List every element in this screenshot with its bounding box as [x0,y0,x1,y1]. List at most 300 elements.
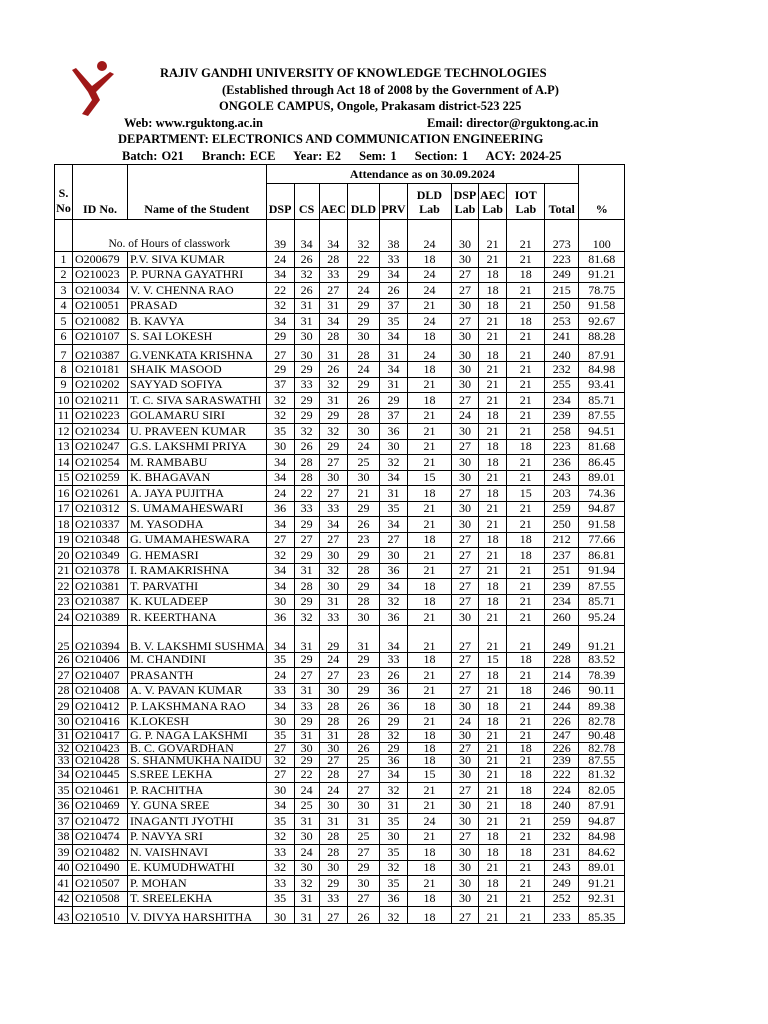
cell-iot-lab: 18 [507,742,545,755]
cell-name: N. VAISHNAVI [128,845,267,861]
cell-name: S.SREE LEKHA [128,767,267,783]
cell-id: O210259 [73,470,128,486]
table-row [55,798,625,814]
cell-dld: 29 [347,683,379,699]
cell-aec: 32 [319,563,347,579]
cell-id: O210482 [73,845,128,861]
cell-dld-lab: 18 [407,699,451,715]
table-row [55,742,625,755]
cell-cs: 29 [294,652,319,668]
cell-percent: 87.55 [579,408,625,424]
cell-dld: 26 [347,714,379,730]
cell-dsp: 32 [266,298,294,314]
cell-name: E. KUMUDHWATHI [128,860,267,876]
cell-aec: 28 [319,252,347,268]
cell-prv: 31 [379,377,407,393]
cell-total: 233 [545,907,579,924]
cell-aec-lab: 18 [478,283,506,299]
cell-dsp-lab: 27 [451,486,478,502]
cell-dld: 28 [347,408,379,424]
cell-percent: 81.32 [579,767,625,783]
cell-id: O210469 [73,798,128,814]
cell-cs: 22 [294,486,319,502]
cell-id: O210211 [73,393,128,409]
section: Section: 1 [414,149,469,163]
cell-prv: 35 [379,314,407,330]
cell-sno: 17 [55,501,73,517]
cell-name: K. BHAGAVAN [128,470,267,486]
cell-dsp-lab: 30 [451,362,478,378]
cell-aec-lab: 18 [478,876,506,892]
cell-dld-lab: 21 [407,517,451,533]
cell-dsp: 32 [266,755,294,768]
cell-prv: 36 [379,891,407,907]
cell-percent: 78.39 [579,668,625,684]
cell-aec: 32 [319,424,347,440]
cell-aec: 27 [319,755,347,768]
cell-sno: 7 [55,345,73,362]
cell-aec: 26 [319,362,347,378]
cell-prv: 37 [379,298,407,314]
cell-name: SAYYAD SOFIYA [128,377,267,393]
cell-sno: 37 [55,814,73,830]
cell-cs: 31 [294,730,319,743]
cell-dld: 27 [347,891,379,907]
cell-iot-lab: 18 [507,652,545,668]
cell-percent: 84.98 [579,829,625,845]
cell-dld-lab: 18 [407,730,451,743]
hours-total: 273 [545,220,579,252]
cell-dsp-lab: 30 [451,329,478,345]
cell-prv: 26 [379,283,407,299]
cell-total: 253 [545,314,579,330]
cell-id: O210407 [73,668,128,684]
table-row [55,377,625,393]
cell-name: G.VENKATA KRISHNA [128,345,267,362]
cell-sno: 23 [55,594,73,610]
cell-dld: 26 [347,699,379,715]
cell-dsp: 34 [266,470,294,486]
cell-dld-lab: 21 [407,424,451,440]
cell-aec: 29 [319,625,347,652]
cell-prv: 34 [379,579,407,595]
university-name: RAJIV GANDHI UNIVERSITY OF KNOWLEDGE TECHNOLOGIES [160,66,547,80]
cell-total: 258 [545,424,579,440]
cell-dld-lab: 18 [407,891,451,907]
cell-iot-lab: 21 [507,501,545,517]
cell-aec: 33 [319,891,347,907]
cell-dsp-lab: 30 [451,755,478,768]
cell-dsp: 34 [266,267,294,283]
cell-sno: 4 [55,298,73,314]
cell-dld: 31 [347,814,379,830]
cell-dsp-lab: 30 [451,814,478,830]
hours-cs: 34 [294,220,319,252]
cell-dld-lab: 21 [407,298,451,314]
cell-total: 246 [545,683,579,699]
cell-prv: 36 [379,699,407,715]
cell-total: 243 [545,470,579,486]
cell-sno: 36 [55,798,73,814]
cell-dld: 27 [347,783,379,799]
cell-cs: 25 [294,798,319,814]
cell-aec: 24 [319,783,347,799]
cell-id: O210348 [73,532,128,548]
cell-prv: 30 [379,829,407,845]
cell-dsp: 36 [266,610,294,626]
cell-sno: 11 [55,408,73,424]
cell-total: 243 [545,860,579,876]
col-dld: DLD [347,184,379,220]
cell-dsp: 33 [266,876,294,892]
cell-iot-lab: 18 [507,314,545,330]
cell-cs: 31 [294,907,319,924]
cell-prv: 30 [379,439,407,455]
cell-dsp-lab: 27 [451,829,478,845]
cell-percent: 91.58 [579,298,625,314]
branch: Branch: ECE [201,149,276,163]
cell-name: P. RACHITHA [128,783,267,799]
cell-name: U. PRAVEEN KUMAR [128,424,267,440]
attendance-table [54,164,625,924]
cell-dld-lab: 18 [407,742,451,755]
cell-id: O210051 [73,298,128,314]
cell-dld: 29 [347,652,379,668]
table-row [55,548,625,564]
cell-prv: 36 [379,563,407,579]
cell-aec: 28 [319,829,347,845]
cell-dsp-lab: 30 [451,860,478,876]
cell-prv: 34 [379,362,407,378]
cell-dld-lab: 18 [407,907,451,924]
hours-dld-lab: 24 [407,220,451,252]
cell-total: 231 [545,845,579,861]
website: Web: www.rguktong.ac.in [124,116,263,130]
cell-aec: 34 [319,314,347,330]
cell-dsp-lab: 30 [451,730,478,743]
cell-aec: 31 [319,594,347,610]
cell-sno: 10 [55,393,73,409]
cell-iot-lab: 15 [507,486,545,502]
cell-total: 234 [545,393,579,409]
cell-iot-lab: 21 [507,252,545,268]
cell-dld-lab: 21 [407,408,451,424]
cell-sno: 28 [55,683,73,699]
cell-dld: 29 [347,267,379,283]
cell-dld: 24 [347,439,379,455]
cell-dsp: 32 [266,548,294,564]
cell-name: S. SAI LOKESH [128,329,267,345]
cell-dsp: 35 [266,424,294,440]
cell-cs: 29 [294,408,319,424]
cell-total: 234 [545,594,579,610]
cell-total: 241 [545,329,579,345]
cell-name: B. C. GOVARDHAN [128,742,267,755]
cell-aec-lab: 21 [478,742,506,755]
table-row [55,652,625,668]
cell-id: O210254 [73,455,128,471]
cell-iot-lab: 21 [507,699,545,715]
cell-total: 236 [545,455,579,471]
cell-dsp: 35 [266,652,294,668]
cell-id: O210406 [73,652,128,668]
cell-id: O210381 [73,579,128,595]
cell-aec-lab: 18 [478,532,506,548]
cell-percent: 94.87 [579,501,625,517]
hours-dld: 32 [347,220,379,252]
cell-dsp-lab: 27 [451,439,478,455]
cell-cs: 29 [294,755,319,768]
table-row [55,345,625,362]
cell-iot-lab: 21 [507,283,545,299]
cell-total: 259 [545,814,579,830]
academic-year: ACY: 2024-25 [485,149,562,163]
cell-dsp: 33 [266,683,294,699]
cell-iot-lab: 21 [507,610,545,626]
batch: Batch: O21 [122,149,184,163]
cell-cs: 31 [294,683,319,699]
cell-prv: 34 [379,267,407,283]
year: Year: E2 [293,149,342,163]
attendance-title: Attendance as on 30.09.2024 [266,165,579,184]
cell-dsp: 34 [266,563,294,579]
cell-aec-lab: 21 [478,424,506,440]
cell-iot-lab: 21 [507,860,545,876]
cell-aec: 34 [319,517,347,533]
cell-iot-lab: 21 [507,377,545,393]
cell-dld-lab: 18 [407,755,451,768]
cell-id: O210312 [73,501,128,517]
cell-aec: 30 [319,470,347,486]
cell-aec-lab: 18 [478,699,506,715]
table-row [55,625,625,652]
cell-dsp: 27 [266,767,294,783]
cell-iot-lab: 21 [507,408,545,424]
cell-iot-lab: 21 [507,329,545,345]
cell-percent: 87.91 [579,345,625,362]
cell-dsp-lab: 27 [451,668,478,684]
cell-iot-lab: 18 [507,845,545,861]
table-row [55,814,625,830]
cell-total: 237 [545,548,579,564]
cell-prv: 32 [379,783,407,799]
cell-name: P. LAKSHMANA RAO [128,699,267,715]
cell-percent: 87.55 [579,579,625,595]
cell-dld: 25 [347,829,379,845]
cell-sno: 39 [55,845,73,861]
cell-cs: 31 [294,298,319,314]
cell-dsp-lab: 30 [451,345,478,362]
cell-dsp: 34 [266,455,294,471]
cell-aec: 28 [319,699,347,715]
cell-percent: 85.71 [579,393,625,409]
cell-dsp-lab: 27 [451,314,478,330]
cell-name: V. DIVYA HARSHITHA [128,907,267,924]
table-row [55,610,625,626]
cell-cs: 30 [294,860,319,876]
cell-dsp-lab: 30 [451,424,478,440]
cell-aec: 29 [319,439,347,455]
cell-sno: 6 [55,329,73,345]
cell-dld: 23 [347,532,379,548]
table-row [55,298,625,314]
cell-cs: 29 [294,393,319,409]
cell-dsp: 30 [266,783,294,799]
cell-aec-lab: 21 [478,548,506,564]
cell-sno: 9 [55,377,73,393]
table-row [55,767,625,783]
cell-aec: 31 [319,345,347,362]
cell-id: O210223 [73,408,128,424]
cell-percent: 92.67 [579,314,625,330]
cell-dsp-lab: 27 [451,625,478,652]
cell-sno: 8 [55,362,73,378]
cell-aec-lab: 18 [478,579,506,595]
cell-prv: 27 [379,532,407,548]
cell-percent: 87.55 [579,755,625,768]
cell-percent: 87.91 [579,798,625,814]
cell-id: O210082 [73,314,128,330]
cell-aec-lab: 21 [478,329,506,345]
cell-sno: 22 [55,579,73,595]
cell-aec-lab: 18 [478,345,506,362]
cell-aec-lab: 21 [478,470,506,486]
cell-dld: 30 [347,329,379,345]
table-row [55,563,625,579]
cell-dld-lab: 21 [407,610,451,626]
cell-total: 250 [545,517,579,533]
cell-cs: 28 [294,579,319,595]
table-row [55,455,625,471]
cell-dld-lab: 21 [407,625,451,652]
cell-sno: 30 [55,714,73,730]
cell-percent: 90.11 [579,683,625,699]
cell-dld-lab: 21 [407,377,451,393]
cell-prv: 30 [379,548,407,564]
cell-name: SHAIK MASOOD [128,362,267,378]
col-aec-lab: AEC Lab [478,184,506,220]
cell-id: O210490 [73,860,128,876]
cell-id: O210261 [73,486,128,502]
cell-name: S. UMAMAHESWARI [128,501,267,517]
table-row [55,486,625,502]
cell-aec: 31 [319,298,347,314]
cell-cs: 32 [294,424,319,440]
cell-name: B. KAVYA [128,314,267,330]
cell-iot-lab: 21 [507,470,545,486]
cell-total: 215 [545,283,579,299]
cell-cs: 33 [294,377,319,393]
cell-sno: 38 [55,829,73,845]
cell-dsp-lab: 30 [451,470,478,486]
cell-dsp-lab: 30 [451,891,478,907]
cell-dld-lab: 18 [407,579,451,595]
cell-dld: 21 [347,486,379,502]
cell-dld: 29 [347,377,379,393]
cell-dsp-lab: 27 [451,652,478,668]
cell-dsp-lab: 30 [451,455,478,471]
cell-iot-lab: 18 [507,439,545,455]
hours-prv: 38 [379,220,407,252]
cell-total: 252 [545,891,579,907]
table-row [55,594,625,610]
cell-prv: 35 [379,501,407,517]
cell-dld-lab: 18 [407,486,451,502]
cell-total: 223 [545,252,579,268]
cell-aec: 30 [319,742,347,755]
cell-dld-lab: 18 [407,594,451,610]
cell-percent: 91.58 [579,517,625,533]
cell-iot-lab: 21 [507,730,545,743]
cell-name: S. SHANMUKHA NAIDU [128,755,267,768]
cell-dsp: 33 [266,845,294,861]
cell-dld: 29 [347,548,379,564]
cell-cs: 27 [294,532,319,548]
cell-prv: 35 [379,814,407,830]
cell-dld: 29 [347,860,379,876]
cell-dsp-lab: 27 [451,283,478,299]
cell-name: P.V. SIVA KUMAR [128,252,267,268]
cell-dld-lab: 21 [407,501,451,517]
cell-prv: 35 [379,845,407,861]
cell-total: 239 [545,579,579,595]
cell-sno: 12 [55,424,73,440]
cell-sno: 33 [55,755,73,768]
cell-dsp-lab: 27 [451,393,478,409]
cell-dld-lab: 18 [407,845,451,861]
cell-prv: 36 [379,424,407,440]
table-row [55,891,625,907]
cell-percent: 74.36 [579,486,625,502]
cell-dsp: 27 [266,532,294,548]
table-row [55,517,625,533]
cell-aec: 29 [319,876,347,892]
cell-id: O210394 [73,625,128,652]
cell-dld: 28 [347,730,379,743]
cell-dsp-lab: 30 [451,501,478,517]
cell-id: O210107 [73,329,128,345]
cell-iot-lab: 21 [507,345,545,362]
cell-iot-lab: 21 [507,517,545,533]
cell-name: P. PURNA GAYATHRI [128,267,267,283]
table-row [55,267,625,283]
cell-total: 240 [545,345,579,362]
cell-dsp: 34 [266,517,294,533]
cell-dld: 28 [347,563,379,579]
cell-sno: 24 [55,610,73,626]
cell-id: O210416 [73,714,128,730]
cell-total: 226 [545,742,579,755]
university-logo [70,60,116,118]
cell-percent: 89.01 [579,470,625,486]
cell-dsp-lab: 30 [451,845,478,861]
table-row [55,329,625,345]
cell-dsp: 34 [266,579,294,595]
table-row [55,755,625,768]
cell-cs: 30 [294,345,319,362]
cell-percent: 84.98 [579,362,625,378]
cell-aec: 27 [319,532,347,548]
cell-iot-lab: 21 [507,907,545,924]
cell-name: R. KEERTHANA [128,610,267,626]
cell-cs: 31 [294,625,319,652]
cell-percent: 88.28 [579,329,625,345]
col-dsp-lab: DSP Lab [451,184,478,220]
cell-total: 260 [545,610,579,626]
cell-id: O210387 [73,345,128,362]
cell-total: 228 [545,652,579,668]
cell-dsp-lab: 30 [451,517,478,533]
